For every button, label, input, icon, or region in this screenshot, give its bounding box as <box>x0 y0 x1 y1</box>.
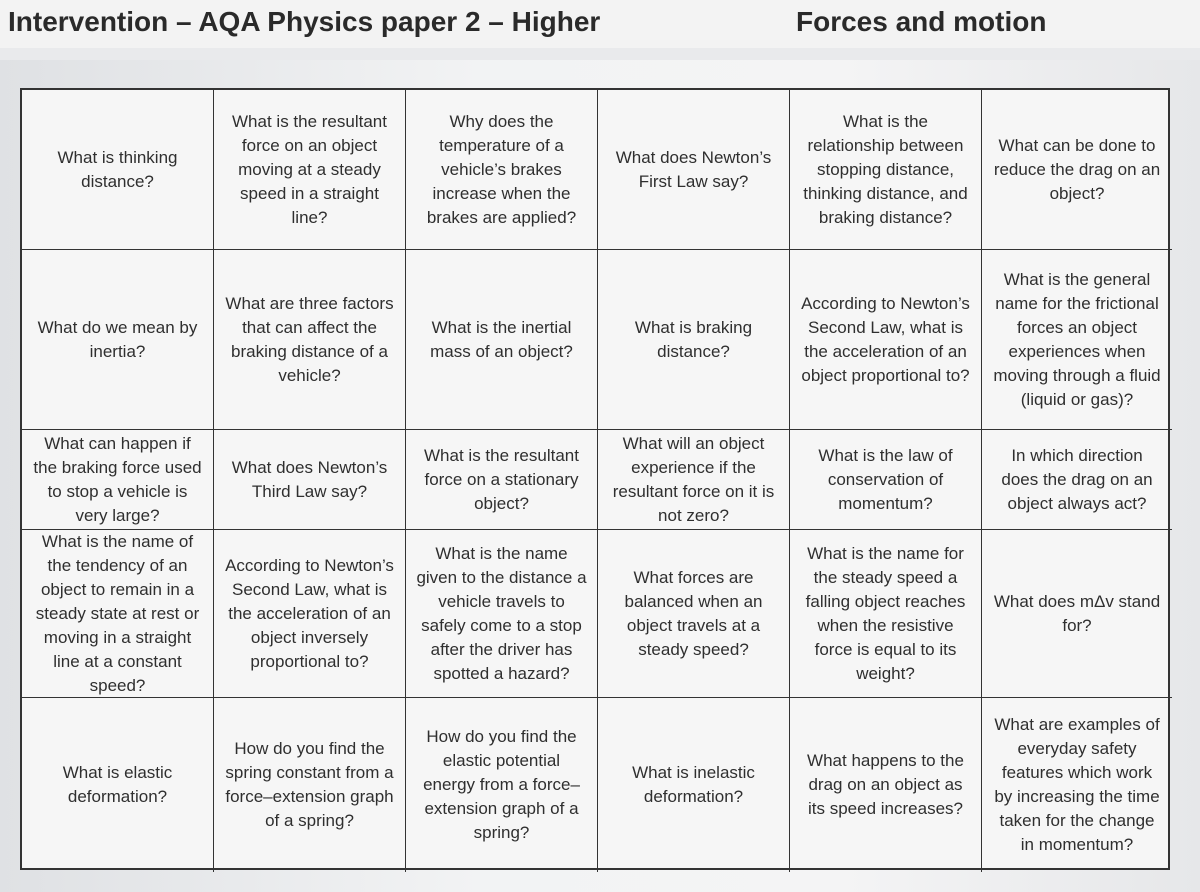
question-cell: What can happen if the braking force used to stop a vehicle is very large? <box>22 430 214 530</box>
question-cell: In which direction does the drag on an object always act? <box>982 430 1172 530</box>
question-cell: What is the inertial mass of an object? <box>406 250 598 430</box>
question-cell: What can be done to reduce the drag on an object? <box>982 90 1172 250</box>
question-cell: What will an object experience if the resultant force on it is not zero? <box>598 430 790 530</box>
question-cell: What is the name of the tendency of an object to remain in a steady state at rest or moving in a straight line at a constant speed? <box>22 530 214 698</box>
question-cell: What is thinking distance? <box>22 90 214 250</box>
question-cell: What is the resultant force on a stationary object? <box>406 430 598 530</box>
question-cell: How do you find the elastic potential energy from a force–extension graph of a spring? <box>406 698 598 872</box>
question-cell: What is the resultant force on an object moving at a steady speed in a straight line? <box>214 90 406 250</box>
question-cell: What is inelastic deformation? <box>598 698 790 872</box>
question-cell: What does Newton’s First Law say? <box>598 90 790 250</box>
question-cell: What happens to the drag on an object as its speed increases? <box>790 698 982 872</box>
question-cell: What are examples of everyday safety features which work by increasing the time taken for the change in momentum? <box>994 715 1160 854</box>
question-cell: What do we mean by inertia? <box>22 250 214 430</box>
question-cell: According to Newton’s Second Law, what is the acceleration of an object proportional to? <box>790 250 982 430</box>
worksheet-topic: Forces and motion <box>796 6 1047 37</box>
question-cell: What forces are balanced when an object travels at a steady speed? <box>598 530 790 698</box>
worksheet-title: Intervention – AQA Physics paper 2 – Higher <box>8 6 601 37</box>
title-bar <box>0 0 1200 48</box>
question-grid <box>20 88 1170 870</box>
question-cell: What is the name given to the distance a vehicle travels to safely come to a stop after the driver has spotted a hazard? <box>406 530 598 698</box>
question-cell: What is the law of conservation of momentum? <box>790 430 982 530</box>
question-cell: What does mΔv stand for? <box>982 530 1172 698</box>
question-cell: Why does the temperature of a vehicle’s brakes increase when the brakes are applied? <box>406 90 598 250</box>
question-cell: How do you find the spring constant from a force–extension graph of a spring? <box>214 698 406 872</box>
question-cell: What is the relationship between stopping distance, thinking distance, and braking distance? <box>790 90 982 250</box>
question-cell: What are three factors that can affect the braking distance of a vehicle? <box>214 250 406 430</box>
question-cell: What does Newton’s Third Law say? <box>214 430 406 530</box>
question-cell: According to Newton’s Second Law, what is the acceleration of an object inversely proportional to? <box>214 530 406 698</box>
question-cell: What is elastic deformation? <box>22 698 214 872</box>
question-cell: What is the name for the steady speed a falling object reaches when the resistive force is equal to its weight? <box>790 530 982 698</box>
question-cell: What is braking distance? <box>598 250 790 430</box>
question-cell: What is the general name for the frictional forces an object experiences when moving through a fluid (liquid or gas)? <box>982 250 1172 430</box>
